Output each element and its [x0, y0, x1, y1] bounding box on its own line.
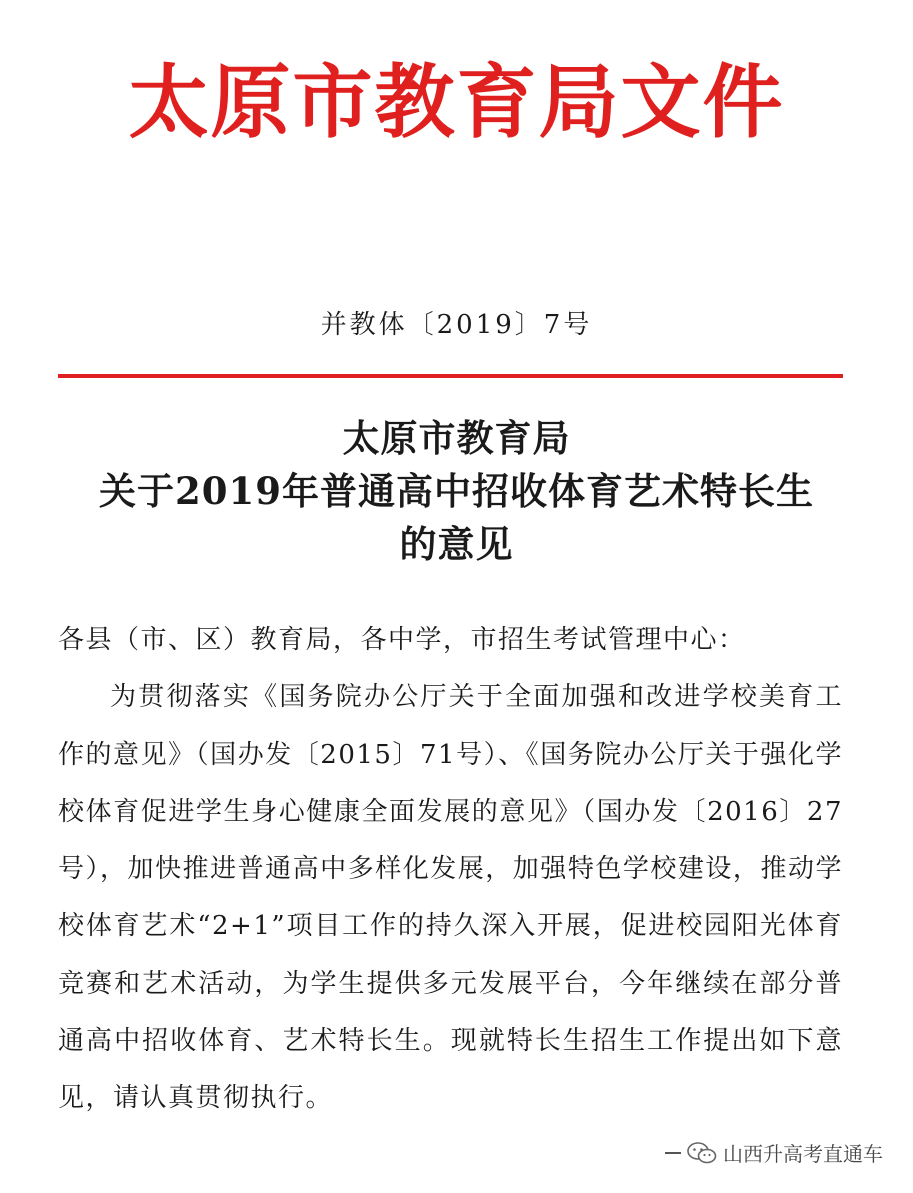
wechat-icon [687, 1142, 717, 1164]
title-line-2: 关于2019年普通高中招收体育艺术特长生 [99, 469, 814, 513]
salutation: 各县（市、区）教育局，各中学，市招生考试管理中心： [58, 625, 746, 655]
red-divider [58, 374, 843, 378]
watermark [665, 1138, 883, 1167]
masthead: 太原市教育局文件 [128, 55, 785, 149]
title-line-3: 的意见 [399, 522, 514, 566]
doc-number: 并教体〔2019〕7号 [320, 310, 593, 340]
title-line-1: 太原市教育局 [342, 416, 571, 460]
document-body [58, 612, 843, 1128]
watermark-text: 山西升高考直通车 [723, 1142, 883, 1166]
document-title [40, 412, 873, 571]
body-paragraph: 为贯彻落实《国务院办公厅关于全面加强和改进学校美育工作的意见》（国办发〔2015〕71号）、《国务院办公厅关于强化学校体育促进学生身心健康全面发展的意见》（国办发〔2016〕27号），加快推进普通高中多样化发展，加强特色学校建设，推动学校体育艺术“2+1”项目工作的持久深入开展，促进校园阳光体育竞赛和艺术活动，为学生提供多元发展平台，今年继续在部分普通高中招收体育、艺术特长生。现就特长生招生工作提出如下意见，请认真贯彻执行。 [58, 682, 843, 1114]
watermark-dash [665, 1152, 681, 1154]
